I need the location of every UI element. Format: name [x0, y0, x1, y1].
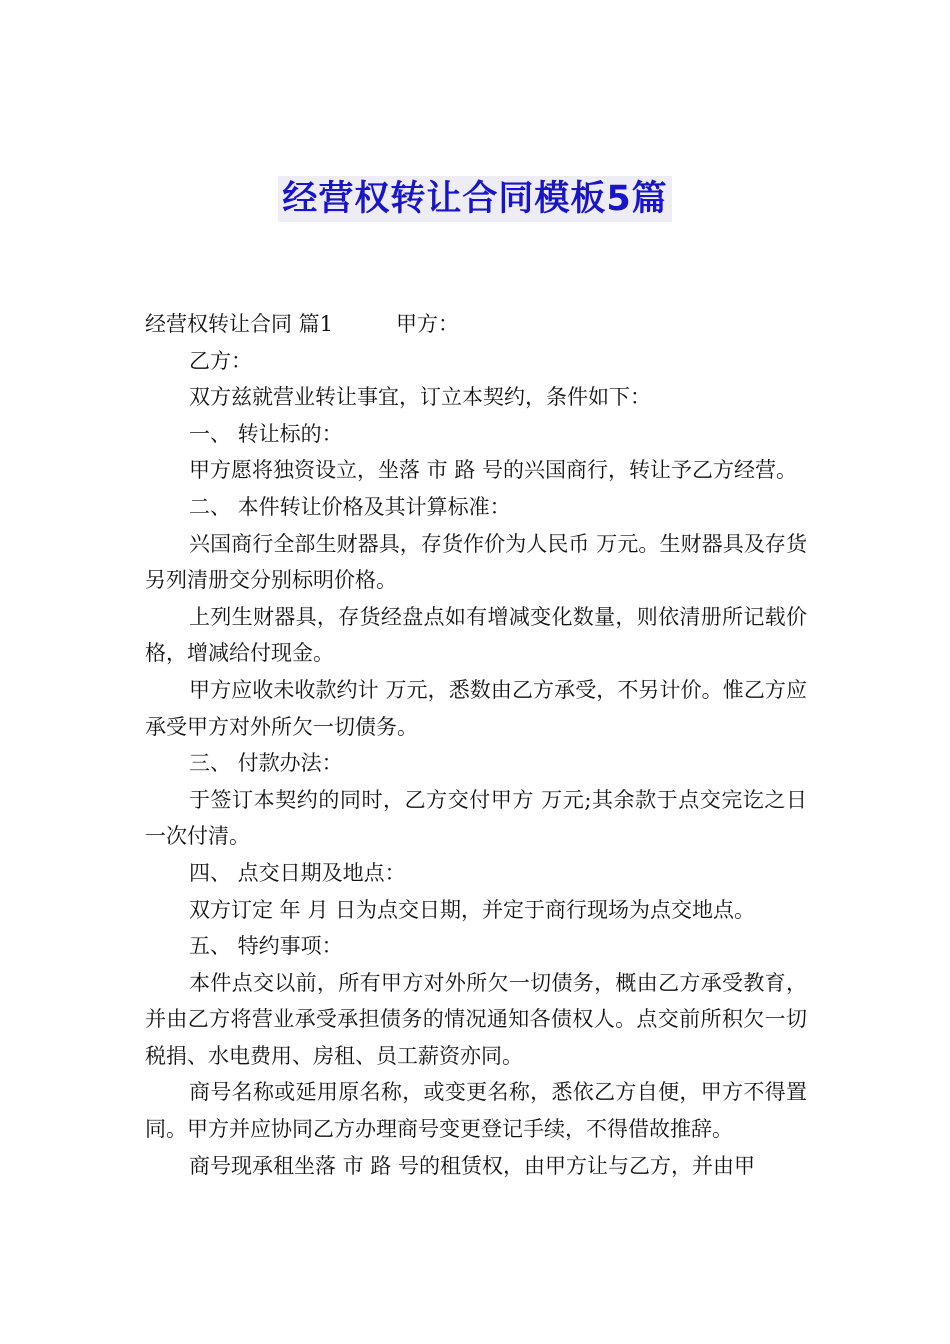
document-title: 经营权转让合同模板5篇: [278, 176, 671, 222]
title-area: [0, 176, 950, 222]
paragraph: 甲方愿将独资设立，坐落 市 路 号的兴国商行，转让予乙方经营。: [189, 458, 798, 483]
document-body: [145, 306, 807, 1184]
paragraph: 甲方应收未收款约计 万元，悉数由乙方承受，不另计价。惟乙方应承受甲方对外所欠一切债务。: [145, 677, 807, 739]
paragraph: 兴国商行全部生财器具，存货作价为人民币 万元。生财器具及存货另列清册交分别标明价格。: [145, 531, 807, 593]
section-heading: 二、 本件转让价格及其计算标准：: [189, 494, 511, 519]
party-b-line: 乙方：: [189, 348, 252, 373]
paragraph: 双方兹就营业转让事宜，订立本契约，条件如下：: [189, 385, 651, 410]
section-heading: 四、 点交日期及地点：: [189, 860, 406, 885]
paragraph: 上列生财器具，存货经盘点如有增减变化数量，则依清册所记载价格，增减给付现金。: [145, 604, 807, 666]
paragraph: 商号名称或延用原名称，或变更名称，悉依乙方自便，甲方不得置同。甲方并应协同乙方办理商号变更登记手续，不得借故推辞。: [145, 1080, 807, 1142]
section-heading: 五、 特约事项：: [189, 934, 343, 959]
section-heading: 一、 转让标的：: [189, 421, 343, 446]
paragraph: 本件点交以前，所有甲方对外所欠一切债务，概由乙方承受教育，并由乙方将营业承受承担债务的情况通知各债权人。点交前所积欠一切税捐、水电费用、房租、员工薪资亦同。: [145, 970, 807, 1068]
paragraph: 双方订定 年 月 日为点交日期，并定于商行现场为点交地点。: [189, 897, 756, 922]
contract-heading-line: 经营权转让合同 篇1 甲方：: [145, 312, 460, 336]
paragraph: 商号现承租坐落 市 路 号的租赁权，由甲方让与乙方，并由甲: [189, 1153, 756, 1178]
section-heading: 三、 付款办法：: [189, 751, 343, 776]
paragraph: 于签订本契约的同时，乙方交付甲方 万元;其余款于点交完讫之日一次付清。: [145, 787, 807, 849]
